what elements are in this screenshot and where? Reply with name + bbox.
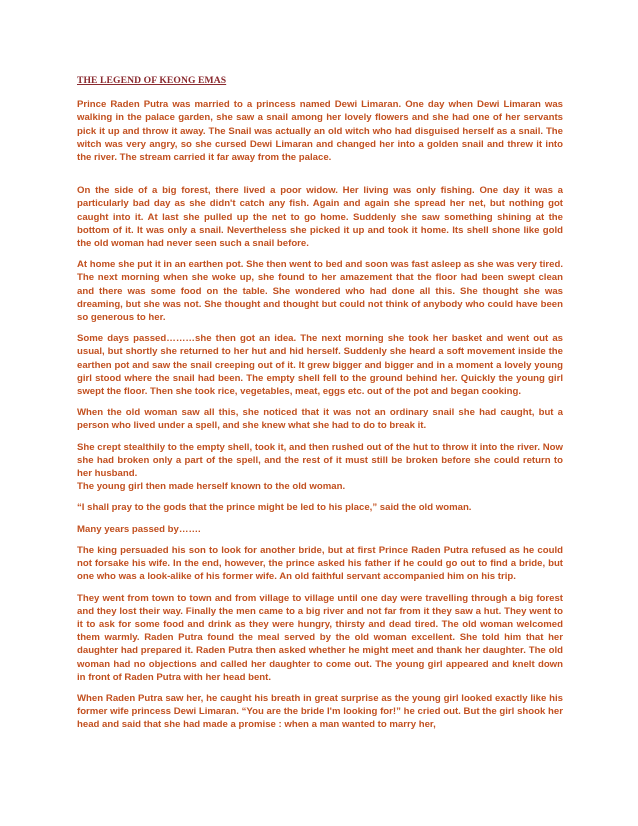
paragraph: The king persuaded his son to look for another bride, but at first Prince Raden Putra refused as he could not forsake his wife. In the end, however, the prince asked his father if he could go out to find a bride, but one who was a look-alike of his former wife. An old faithful servant accompanied him on his trip.: [77, 544, 563, 583]
paragraph: When Raden Putra saw her, he caught his breath in great surprise as the young girl looked exactly like his former wife princess Dewi Limaran. “You are the bride I'm looking for!” he cried out. But the girl shook her head and said that she had made a promise : when a man wanted to marry her,: [77, 692, 563, 731]
paragraph: At home she put it in an earthen pot. She then went to bed and soon was fast asleep as she was very tired. The next morning when she woke up, she found to her amazement that the floor had been swept clean and there was some food on the table. She wondered who had done all this. She thought she was dreaming, but she was not. She thought and thought but could not think of anybody who could have been so generous to her.: [77, 259, 563, 324]
paragraph: Prince Raden Putra was married to a princess named Dewi Limaran. One day when Dewi Limaran was walking in the palace garden, she saw a snail among her lovely flowers and she had one of her servants pick it up and throw it away. The Snail was actually an old witch who had disguised herself as a snail. The witch was very angry, so she cursed Dewi Limaran and changed her into a golden snail and threw it into the river. The stream carried it far away from the palace.: [77, 99, 563, 164]
paragraph: Many years passed by…….: [77, 523, 201, 535]
paragraph: When the old woman saw all this, she noticed that it was not an ordinary snail she had caught, but a person who lived under a spell, and she knew what she had to do to break it.: [77, 407, 563, 432]
document-page: [77, 74, 563, 740]
paragraph: Some days passed………she then got an idea. The next morning she took her basket and went out as usual, but shortly she returned to her hut and hid herself. Suddenly she heard a soft movement inside the earthen pot and saw the snail creeping out of it. It grew bigger and bigger and in a moment a lovely young girl stood where the snail had been. The empty shell fell to the ground behind her. Quickly the young girl swept the floor. Then she took rice, vegetables, meat, eggs etc. out of the pot and began cooking.: [77, 333, 563, 398]
quote-paragraph: “I shall pray to the gods that the prince might be led to his place,” said the old woman.: [77, 502, 472, 514]
paragraph: The young girl then made herself known to the old woman.: [77, 481, 346, 493]
paragraph: They went from town to town and from village to village until one day were travelling through a big forest and they lost their way. Finally the men came to a big river and not far from it they saw a hut. They went to it to ask for some food and drink as they were hungry, thirsty and dead tired. The old woman welcomed them warmly. Raden Putra found the meal served by the old woman excellent. She told him that her daughter had prepared it. Raden Putra then asked whether he might meet and thank her daughter. The old woman had no objections and called her daughter to come out. The young girl appeared and knelt down in front of Raden Putra with her head bent.: [77, 592, 563, 683]
paragraph: On the side of a big forest, there lived a poor widow. Her living was only fishing. One day it was a particularly bad day as she didn't catch any fish. Again and again she spread her net, but nothing got caught into it. At last she pulled up the net to go home. Suddenly she saw something shining at the bottom of it. It was only a snail. Nevertheless she picked it up and took it home. Its shell shone like gold the old woman had never seen such a snail before.: [77, 185, 563, 250]
document-title: THE LEGEND OF KEONG EMAS: [77, 75, 227, 86]
paragraph: She crept stealthily to the empty shell, took it, and then rushed out of the hut to throw it into the river. Now she had broken only a part of the spell, and the rest of it must still be broken before she could return to her husband.: [77, 441, 563, 480]
